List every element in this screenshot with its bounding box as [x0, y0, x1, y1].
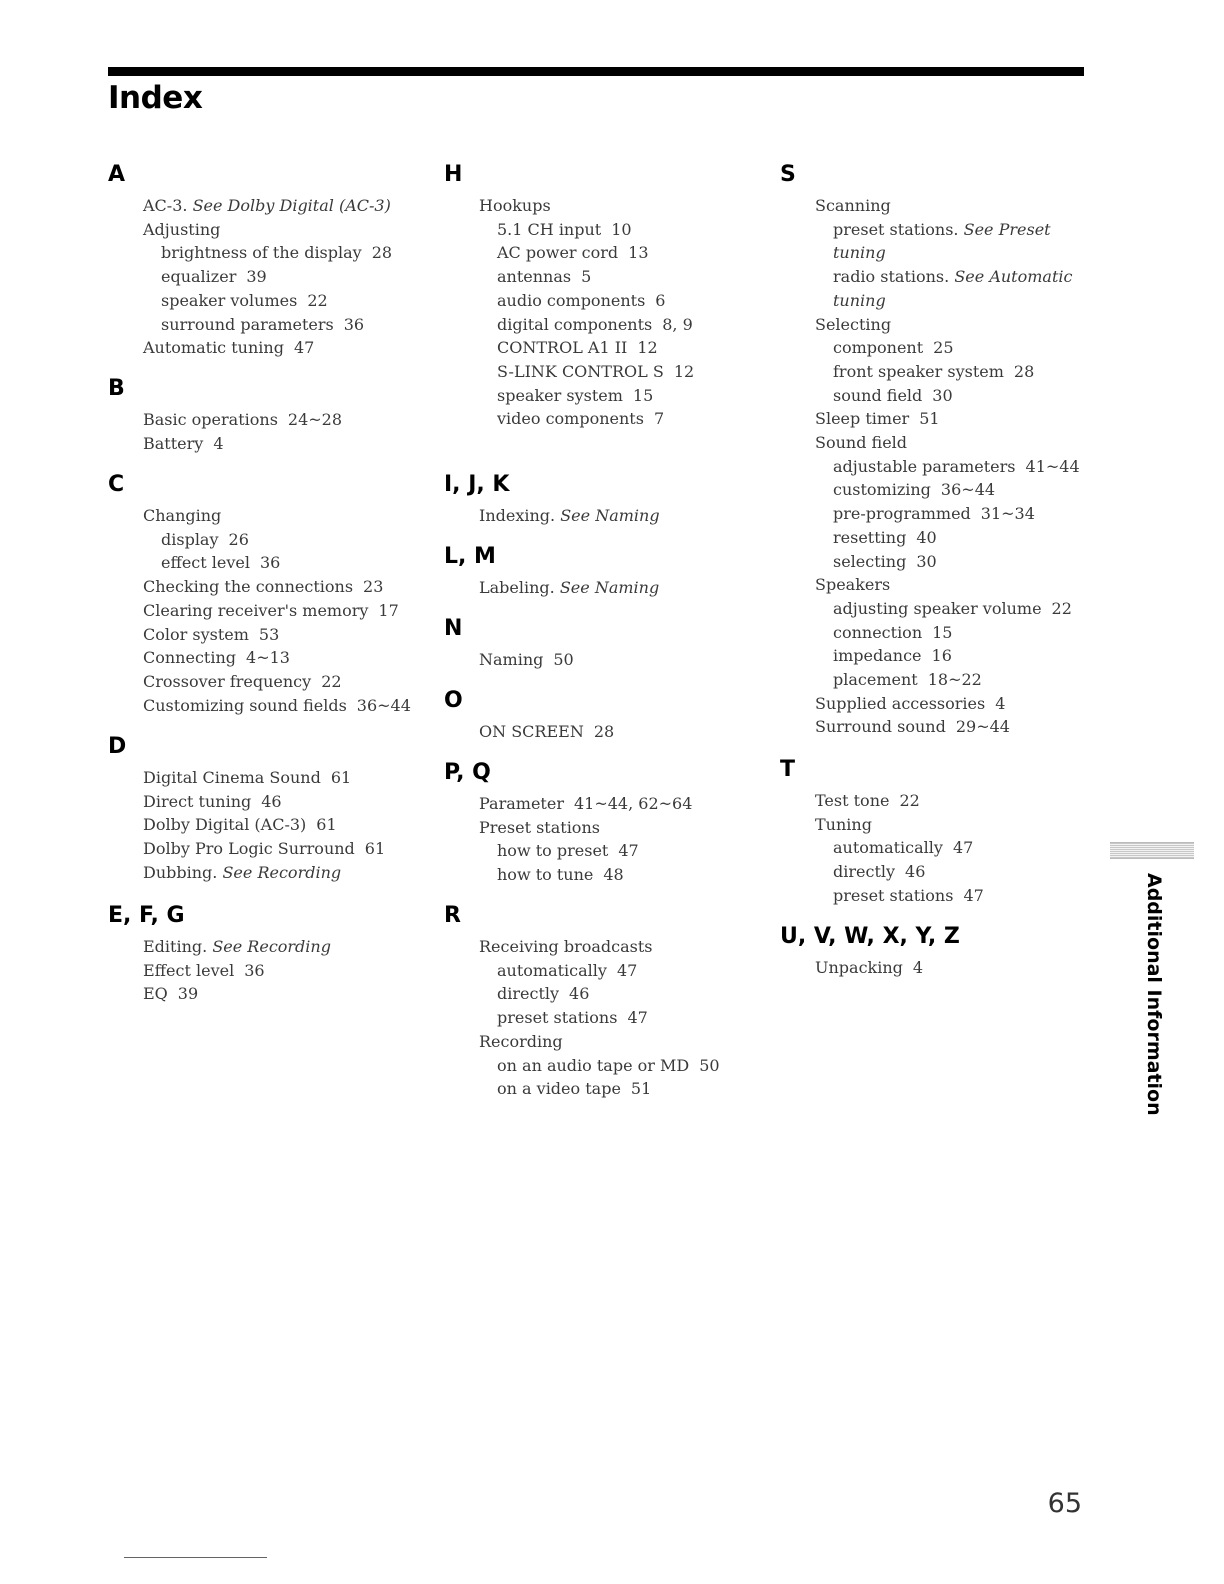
side-tab-marker [1110, 842, 1194, 859]
entry-term: pre-programmed [833, 504, 971, 524]
entry-term: Effect level [143, 960, 235, 980]
index-entry [444, 648, 764, 672]
entry-term: automatically [833, 838, 943, 858]
entry-see-reference: See Recording [222, 862, 342, 882]
index-entry [780, 789, 1100, 813]
entry-term: CONTROL A1 II [497, 338, 628, 358]
index-entry [108, 766, 428, 790]
section-entries [444, 504, 764, 528]
index-entry [108, 623, 428, 647]
section-entries [780, 789, 1100, 908]
entry-term: on an audio tape or MD [497, 1055, 690, 1075]
entry-term: brightness of the display [161, 243, 362, 263]
top-rule [108, 67, 1084, 76]
entry-term: Parameter [479, 794, 564, 813]
index-entry [108, 528, 428, 552]
entry-term: Selecting [815, 314, 892, 334]
entry-term: impedance [833, 646, 922, 666]
entry-term: Surround sound [815, 717, 946, 737]
index-entry [444, 218, 764, 242]
index-section [108, 470, 428, 717]
section-letter: T [780, 757, 796, 782]
index-entry [108, 504, 428, 528]
entry-pages: 15 [932, 622, 953, 642]
section-letter: N [444, 616, 463, 641]
entry-pages: 50 [553, 650, 574, 669]
entry-term: Crossover frequency [143, 671, 312, 691]
entry-term: audio components [497, 290, 646, 310]
index-entry [780, 455, 1100, 479]
index-entry [780, 336, 1100, 360]
index-section [780, 922, 1100, 980]
entry-term: automatically [497, 960, 607, 980]
index-entry [444, 289, 764, 313]
entry-term: speaker volumes [161, 290, 298, 310]
section-entries [444, 935, 764, 1101]
section-letter: P, Q [444, 760, 491, 785]
index-entry [108, 599, 428, 623]
entry-see-reference: tuning [833, 290, 886, 310]
entry-pages: 6 [655, 290, 666, 310]
index-entry [108, 935, 428, 959]
index-entry [108, 432, 428, 456]
entry-term: AC-3. [143, 196, 188, 215]
entry-pages: 25 [933, 338, 954, 358]
entry-pages: 47 [952, 838, 974, 858]
section-entries [108, 408, 428, 455]
page-title: Index [108, 80, 203, 116]
index-entry [108, 670, 428, 694]
entry-term: display [161, 529, 219, 549]
entry-see-reference: See Naming [559, 578, 660, 597]
entry-pages: 29~44 [955, 717, 1010, 737]
entry-pages: 51 [919, 409, 940, 429]
entry-pages: 12 [637, 338, 658, 358]
entry-term: Automatic tuning [143, 338, 284, 358]
index-entry [780, 218, 1100, 242]
index-entry [780, 597, 1100, 621]
entry-term: Sleep timer [815, 409, 910, 429]
entry-pages: 8, 9 [662, 314, 693, 334]
entry-pages: 36 [244, 960, 265, 980]
entry-pages: 28 [1013, 361, 1035, 381]
entry-pages: 46 [905, 862, 926, 882]
index-entry [444, 1054, 764, 1078]
entry-term: directly [497, 984, 560, 1004]
entry-pages: 18~22 [927, 670, 982, 690]
entry-pages: 4 [912, 958, 924, 977]
entry-term: effect level [161, 553, 250, 573]
entry-pages: 41~44 [1025, 456, 1080, 476]
entry-pages: 39 [177, 984, 199, 1004]
index-entry [780, 360, 1100, 384]
entry-see-reference: tuning [833, 243, 886, 263]
entry-pages: 16 [931, 646, 952, 666]
entry-term: component [833, 338, 924, 358]
entry-pages: 39 [246, 267, 267, 287]
entry-pages: 47 [293, 338, 315, 358]
entry-pages: 36 [260, 553, 281, 573]
entry-pages: 4 [995, 693, 1006, 713]
index-entry [108, 551, 428, 575]
entry-term: Preset stations [479, 817, 600, 837]
section-entries [108, 194, 428, 360]
section-entries [444, 720, 764, 744]
section-entries [444, 576, 764, 600]
entry-pages: 7 [653, 409, 665, 429]
index-entry [108, 289, 428, 313]
entry-pages: 17 [378, 600, 399, 620]
index-entry [780, 860, 1100, 884]
index-entry [108, 694, 428, 718]
section-letter: R [444, 903, 461, 928]
index-section [444, 614, 764, 672]
entry-term: sound field [833, 385, 923, 405]
entry-term: Battery [143, 433, 204, 453]
entry-term: directly [833, 862, 896, 882]
entry-term: Connecting [143, 648, 237, 668]
entry-term: preset stations. [833, 219, 959, 239]
entry-pages: 28 [371, 243, 393, 263]
index-entry [108, 218, 428, 242]
entry-term: Receiving broadcasts [479, 937, 653, 956]
entry-pages: 22 [307, 290, 328, 310]
index-entry [444, 360, 764, 384]
entry-pages: 10 [611, 219, 632, 239]
entry-pages: 47 [616, 960, 638, 980]
index-entry [444, 1030, 764, 1054]
index-entry [108, 837, 428, 861]
side-section-label: Additional Information [1143, 873, 1165, 1116]
section-letter: O [444, 688, 463, 713]
index-section [108, 374, 428, 455]
entry-term: Basic operations [143, 410, 278, 429]
entry-pages: 30 [932, 385, 953, 405]
index-entry [780, 407, 1100, 431]
entry-term: video components [497, 409, 644, 429]
entry-term: adjustable parameters [833, 456, 1016, 476]
entry-term: Scanning [815, 196, 891, 215]
entry-see-reference: See Automatic [954, 267, 1073, 287]
index-entry [444, 935, 764, 959]
index-entry [444, 313, 764, 337]
section-letter: L, M [444, 544, 496, 569]
entry-term: speaker system [497, 385, 623, 405]
index-entry [108, 790, 428, 814]
entry-term: Speakers [815, 575, 891, 595]
entry-pages: 24~28 [287, 410, 343, 429]
index-entry [780, 265, 1100, 289]
section-entries [108, 935, 428, 1006]
index-entry [780, 241, 1100, 265]
entry-pages: 46 [261, 791, 282, 811]
entry-term: 5.1 CH input [497, 219, 602, 239]
index-section [444, 470, 764, 528]
entry-term: how to tune [497, 865, 594, 885]
index-entry [780, 431, 1100, 455]
index-entry [444, 407, 764, 431]
index-entry [444, 1006, 764, 1030]
entry-term: digital components [497, 314, 653, 334]
section-letter: H [444, 162, 463, 187]
index-entry [780, 668, 1100, 692]
index-section [444, 758, 764, 887]
section-entries [444, 648, 764, 672]
index-entry [108, 575, 428, 599]
index-entry [444, 792, 764, 816]
entry-pages: 46 [569, 984, 590, 1004]
entry-pages: 48 [603, 865, 624, 885]
entry-term: front speaker system [833, 361, 1004, 381]
entry-pages: 12 [673, 361, 695, 381]
index-entry [108, 861, 428, 885]
entry-pages: 40 [916, 527, 937, 547]
index-entry [780, 715, 1100, 739]
entry-term: Tuning [815, 814, 872, 834]
entry-pages: 13 [628, 243, 649, 263]
entry-pages: 36 [343, 314, 365, 334]
index-entry [108, 265, 428, 289]
index-entry [108, 241, 428, 265]
index-entry [444, 265, 764, 289]
entry-term: selecting [833, 551, 907, 571]
entry-term: equalizer [161, 267, 237, 287]
section-letter: S [780, 162, 796, 187]
entry-term: Changing [143, 506, 222, 525]
index-entry [108, 194, 428, 218]
entry-term: Adjusting [143, 219, 221, 239]
entry-pages: 28 [593, 722, 615, 741]
index-section [444, 160, 764, 431]
entry-term: preset stations [497, 1008, 618, 1028]
index-entry [108, 313, 428, 337]
entry-term: Naming [479, 650, 544, 669]
entry-term: preset stations [833, 885, 954, 905]
index-entry [444, 384, 764, 408]
index-entry [108, 982, 428, 1006]
index-entry [780, 692, 1100, 716]
section-letter: B [108, 376, 125, 401]
index-entry [444, 959, 764, 983]
index-entry [780, 550, 1100, 574]
entry-term: radio stations. [833, 267, 950, 287]
entry-term: Clearing receiver's memory [143, 600, 369, 620]
entry-pages: 26 [228, 529, 249, 549]
index-section [108, 901, 428, 1006]
section-entries [780, 194, 1100, 739]
entry-term: Recording [479, 1031, 563, 1051]
entry-pages: 61 [316, 815, 337, 835]
entry-term: S-LINK CONTROL S [497, 361, 664, 381]
entry-term: connection [833, 622, 923, 642]
entry-pages: 15 [632, 385, 654, 405]
index-section [444, 901, 764, 1101]
entry-term: ON SCREEN [479, 722, 584, 741]
entry-term: how to preset [497, 841, 609, 861]
entry-term: Color system [143, 624, 249, 644]
entry-pages: 5 [581, 267, 592, 287]
entry-term: resetting [833, 527, 907, 547]
index-entry [108, 959, 428, 983]
index-entry [780, 478, 1100, 502]
section-entries [108, 504, 428, 717]
index-entry [780, 526, 1100, 550]
entry-term: Sound field [815, 433, 908, 453]
entry-term: Customizing sound fields [143, 695, 347, 715]
entry-pages: 36~44 [940, 480, 996, 500]
section-letter: C [108, 472, 125, 497]
index-entry [444, 194, 764, 218]
index-entry [108, 336, 428, 360]
entry-term: customizing [833, 480, 931, 500]
index-entry [108, 646, 428, 670]
entry-pages: 23 [363, 577, 384, 597]
section-letter: A [108, 162, 126, 187]
bottom-rule [124, 1557, 267, 1558]
section-entries [444, 194, 764, 431]
entry-pages: 61 [364, 839, 386, 859]
page-number: 65 [1047, 1488, 1082, 1519]
entry-term: on a video tape [497, 1079, 621, 1099]
entry-pages: 47 [618, 841, 639, 861]
entry-pages: 53 [258, 624, 280, 644]
entry-term: Dubbing. [143, 862, 218, 882]
entry-see-reference: See Preset [963, 219, 1051, 239]
index-section [108, 732, 428, 885]
index-entry [780, 289, 1100, 313]
entry-pages: 36~44 [356, 695, 411, 715]
entry-term: Hookups [479, 196, 551, 215]
section-entries [108, 766, 428, 885]
index-section [780, 755, 1100, 908]
entry-pages: 22 [1051, 598, 1072, 618]
entry-pages: 47 [963, 885, 984, 905]
entry-term: placement [833, 670, 918, 690]
index-entry [780, 884, 1100, 908]
index-section [444, 686, 764, 744]
entry-pages: 41~44, 62~64 [573, 794, 693, 813]
entry-pages: 4~13 [246, 648, 290, 668]
index-entry [444, 816, 764, 840]
index-entry [444, 839, 764, 863]
entry-pages: 31~34 [980, 504, 1035, 524]
entry-term: Dolby Digital (AC-3) [143, 815, 307, 835]
index-entry [444, 504, 764, 528]
entry-pages: 22 [321, 671, 342, 691]
index-entry [780, 573, 1100, 597]
entry-term: Direct tuning [143, 791, 252, 811]
index-entry [780, 621, 1100, 645]
index-section [780, 160, 1100, 739]
entry-pages: 51 [630, 1079, 652, 1099]
entry-pages: 61 [330, 768, 352, 787]
entry-term: EQ [143, 984, 168, 1004]
index-entry [780, 836, 1100, 860]
entry-term: Labeling. [479, 578, 555, 597]
entry-term: Supplied accessories [815, 693, 986, 713]
entry-term: antennas [497, 267, 572, 287]
index-entry [780, 644, 1100, 668]
index-entry [444, 863, 764, 887]
index-entry [780, 313, 1100, 337]
index-entry [444, 1077, 764, 1101]
index-entry [444, 576, 764, 600]
section-letter: I, J, K [444, 472, 510, 497]
index-entry [780, 194, 1100, 218]
entry-see-reference: See Naming [560, 506, 660, 525]
index-entry [780, 813, 1100, 837]
index-section [108, 160, 428, 360]
entry-term: AC power cord [497, 243, 619, 263]
index-entry [780, 384, 1100, 408]
entry-term: Indexing. [479, 506, 556, 525]
section-entries [780, 956, 1100, 980]
entry-term: Unpacking [815, 958, 903, 977]
entry-see-reference: See Dolby Digital (AC-3) [192, 196, 391, 215]
entry-term: Dolby Pro Logic Surround [143, 839, 355, 859]
entry-term: Test tone [815, 791, 890, 810]
entry-see-reference: See Recording [212, 937, 331, 956]
entry-pages: 50 [699, 1055, 720, 1075]
index-entry [780, 502, 1100, 526]
index-entry [108, 813, 428, 837]
entry-term: Editing. [143, 937, 208, 956]
section-letter: E, F, G [108, 903, 185, 928]
index-entry [444, 720, 764, 744]
entry-term: Checking the connections [143, 577, 354, 597]
entry-pages: 4 [213, 433, 224, 453]
section-letter: U, V, W, X, Y, Z [780, 924, 960, 949]
entry-term: surround parameters [161, 314, 334, 334]
entry-pages: 30 [916, 551, 937, 571]
entry-term: Digital Cinema Sound [143, 768, 321, 787]
index-entry [444, 241, 764, 265]
index-entry [780, 956, 1100, 980]
index-entry [108, 408, 428, 432]
entry-term: adjusting speaker volume [833, 598, 1042, 618]
index-entry [444, 982, 764, 1006]
entry-pages: 47 [627, 1008, 648, 1028]
section-letter: D [108, 734, 127, 759]
index-entry [444, 336, 764, 360]
section-entries [444, 792, 764, 887]
entry-pages: 22 [899, 791, 920, 810]
index-section [444, 542, 764, 600]
